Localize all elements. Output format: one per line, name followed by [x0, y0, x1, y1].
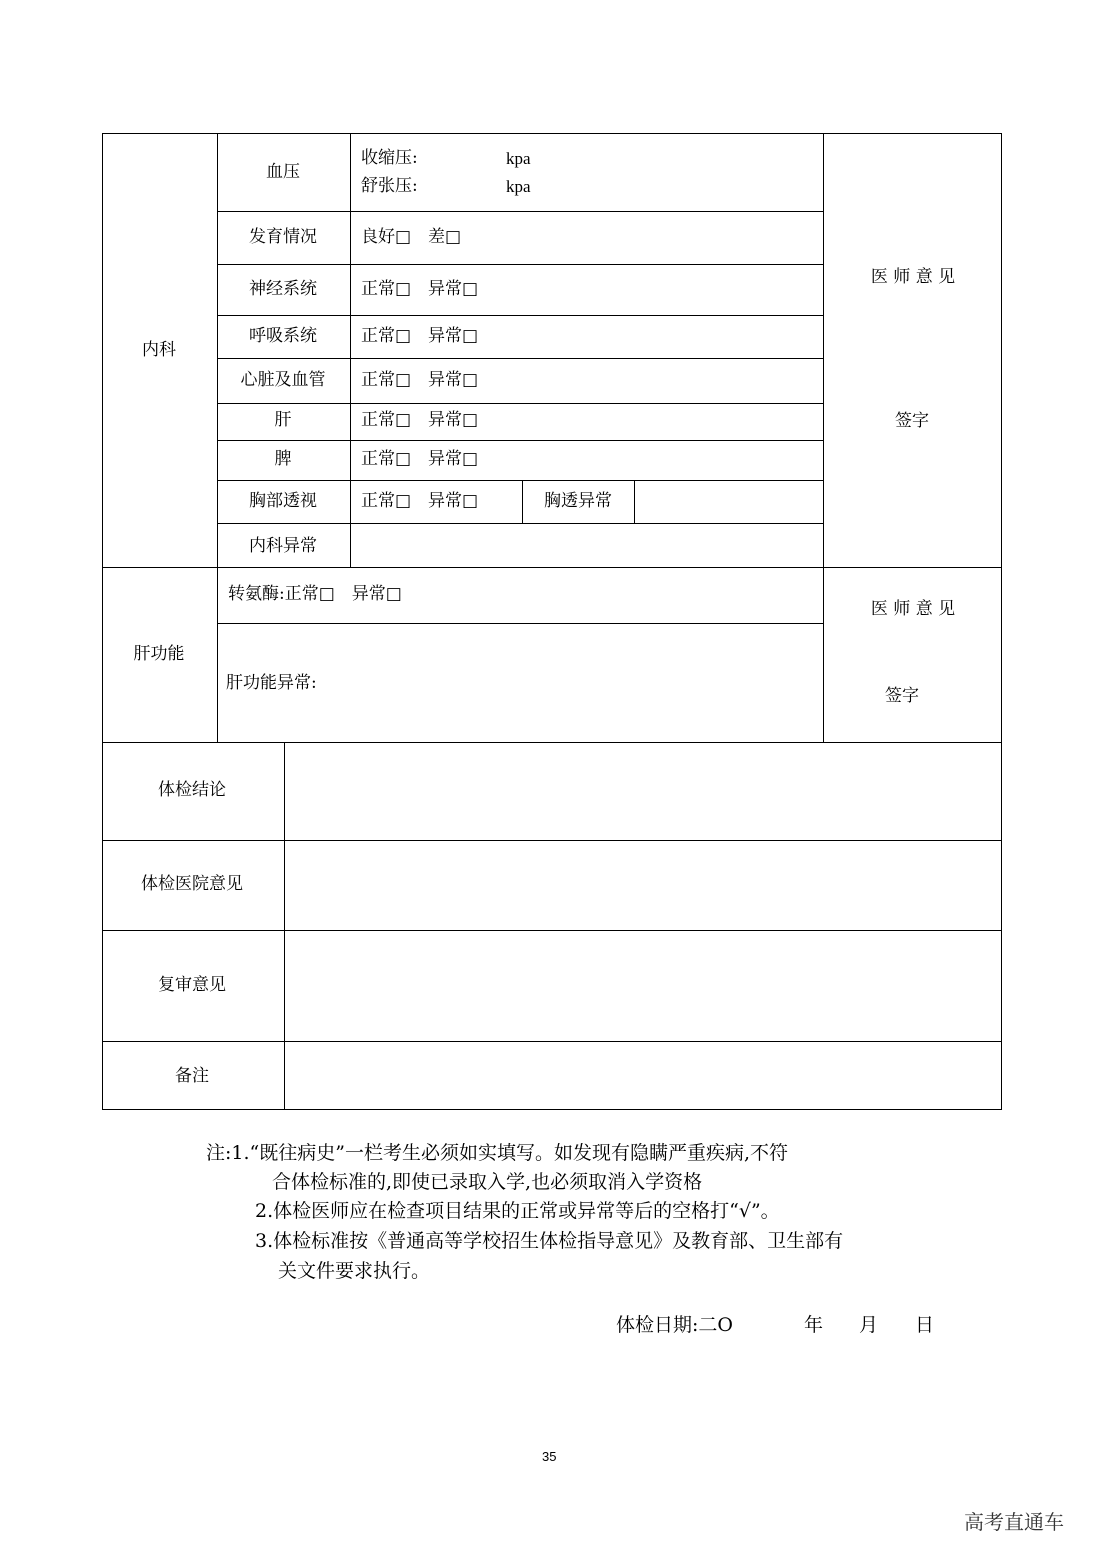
note-1-continued: 合体检标准的,即使已录取入学,也必须取消入学资格: [272, 1171, 703, 1193]
chest-xray-label: 胸部透视: [249, 491, 317, 511]
diastolic-unit: kpa: [506, 177, 531, 196]
heart-vessels-label: 心脏及血管: [240, 370, 326, 390]
divider-vertical: [284, 742, 285, 1109]
divider-horizontal: [102, 840, 1002, 841]
heart-vessels-value: 正常□ 异常□: [361, 370, 479, 390]
divider-horizontal: [217, 523, 823, 524]
divider-vertical: [634, 480, 635, 524]
remarks-label: 备注: [175, 1066, 209, 1086]
page-number: 35: [542, 1449, 557, 1464]
note-3: 3.体检标准按《普通高等学校招生体检指导意见》及教育部、卫生部有: [255, 1230, 844, 1252]
transaminase-value: 转氨酶:正常□ 异常□: [228, 584, 402, 604]
divider-horizontal: [217, 440, 823, 441]
table-border-right: [1001, 133, 1002, 1110]
divider-vertical: [350, 133, 351, 567]
divider-horizontal: [102, 567, 1002, 568]
hospital-opinion-label: 体检医院意见: [141, 874, 243, 894]
table-border-bottom: [102, 1109, 1002, 1110]
chest-xray-value: 正常□ 异常□: [361, 491, 479, 511]
divider-vertical: [217, 133, 218, 742]
spleen-value: 正常□ 异常□: [361, 449, 479, 469]
divider-horizontal: [217, 264, 823, 265]
internal-abnormal-label: 内科异常: [249, 536, 317, 556]
exam-date-label: 体检日期:二O: [616, 1314, 733, 1336]
spleen-label: 脾: [274, 449, 292, 469]
development-label: 发育情况: [249, 227, 317, 247]
doctor-opinion-label: 医 师 意 见: [870, 599, 956, 619]
signature-label: 签字: [895, 411, 929, 431]
nervous-system-value: 正常□ 异常□: [361, 279, 479, 299]
liver-label: 肝: [274, 410, 292, 430]
diastolic-label: 舒张压:: [361, 176, 418, 196]
liver-function-label: 肝功能: [133, 644, 185, 664]
table-border-left: [102, 133, 103, 1110]
development-value: 良好□ 差□: [361, 227, 462, 247]
divider-horizontal: [217, 403, 823, 404]
exam-conclusion-label: 体检结论: [158, 780, 226, 800]
divider-horizontal: [217, 623, 823, 624]
divider-horizontal: [217, 358, 823, 359]
watermark: 高考直通车: [964, 1510, 1064, 1534]
note-3-continued: 关文件要求执行。: [278, 1260, 431, 1282]
systolic-label: 收缩压:: [361, 148, 418, 168]
note-1: 注:1.“既往病史”一栏考生必须如实填写。如发现有隐瞒严重疾病,不符: [206, 1142, 788, 1164]
systolic-unit: kpa: [506, 149, 531, 168]
signature-label: 签字: [885, 686, 919, 706]
nervous-system-label: 神经系统: [249, 279, 317, 299]
exam-date-month: 月: [859, 1314, 879, 1336]
review-opinion-label: 复审意见: [158, 975, 226, 995]
chest-abnormal-label: 胸透异常: [544, 491, 612, 511]
blood-pressure-label: 血压: [266, 162, 300, 182]
exam-date-year: 年: [804, 1314, 824, 1336]
liver-abnormal-label: 肝功能异常:: [226, 673, 317, 693]
table-border-top: [102, 133, 1002, 134]
divider-horizontal: [102, 1041, 1002, 1042]
divider-horizontal: [217, 211, 823, 212]
divider-horizontal: [102, 742, 1002, 743]
exam-date-day: 日: [915, 1314, 935, 1336]
note-2: 2.体检医师应在检查项目结果的正常或异常等后的空格打“√”。: [255, 1200, 780, 1222]
divider-vertical: [522, 480, 523, 524]
respiratory-system-value: 正常□ 异常□: [361, 326, 479, 346]
divider-horizontal: [217, 315, 823, 316]
respiratory-system-label: 呼吸系统: [249, 326, 317, 346]
internal-medicine-label: 内科: [142, 340, 176, 360]
doctor-opinion-label: 医 师 意 见: [870, 267, 956, 287]
divider-horizontal: [217, 480, 823, 481]
liver-value: 正常□ 异常□: [361, 410, 479, 430]
divider-vertical: [823, 133, 824, 742]
divider-horizontal: [102, 930, 1002, 931]
